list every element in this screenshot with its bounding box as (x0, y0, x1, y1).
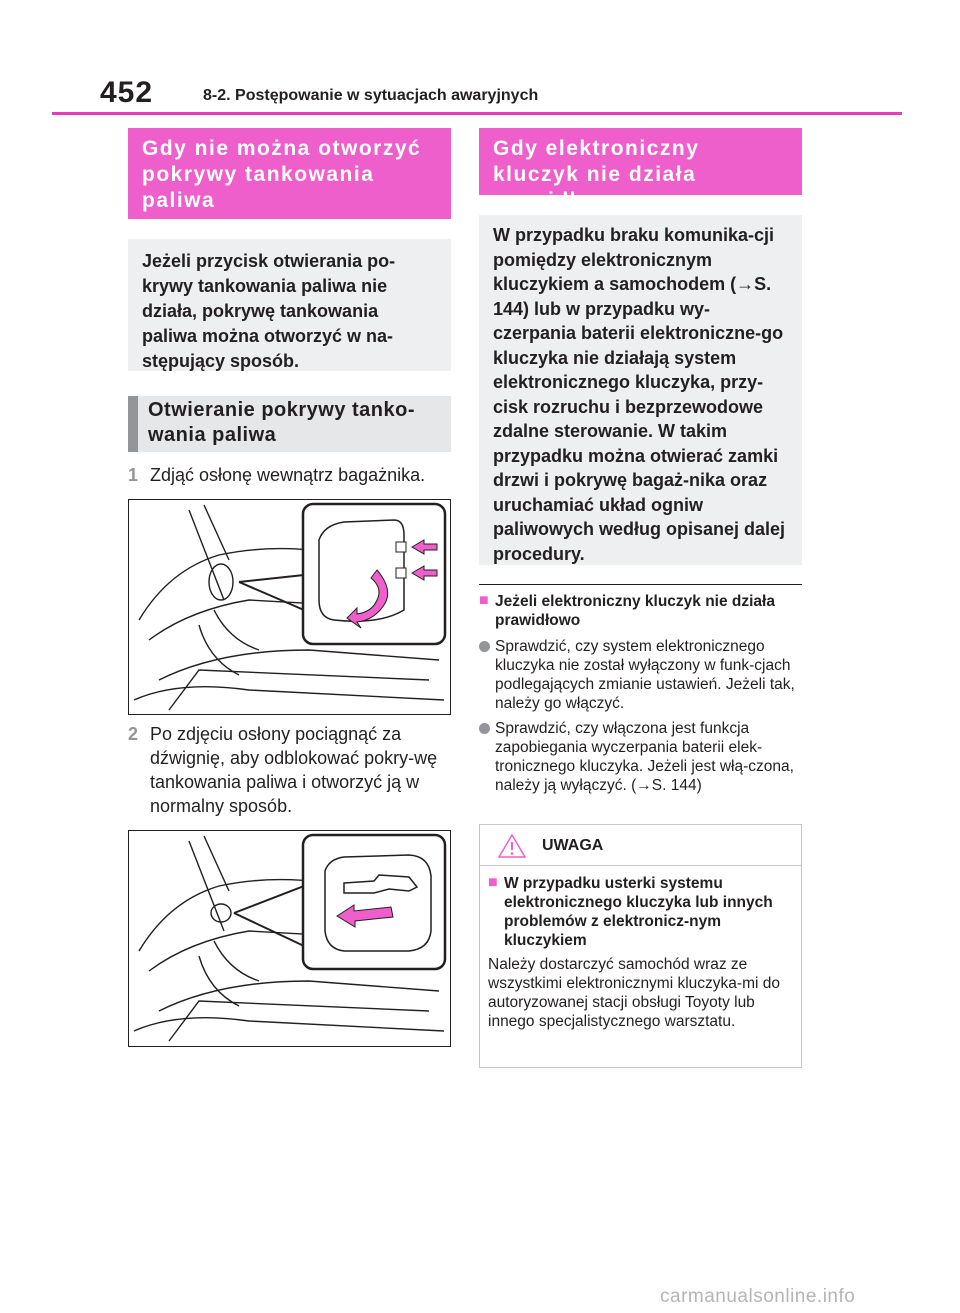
step-2 (128, 722, 458, 822)
square-bullet-icon: ■ (479, 592, 489, 609)
figure-pull-lever (128, 830, 451, 1047)
bullet-1-text: Sprawdzić, czy system elektronicznego kluczyka nie został wyłączony w funk-cjach podlegających zmianie ustawień. Jeżeli tak, należy go włączyć. (495, 638, 795, 712)
page-number: 452 (100, 76, 154, 109)
watermark: carmanualsonline.info (660, 1286, 856, 1307)
step-1 (128, 463, 458, 489)
left-intro-box: Jeżeli przycisk otwierania po-krywy tankowania paliwa nie działa, pokrywę tankowania paliwa można otworzyć w na-stępujący sposób. (128, 239, 451, 371)
right-section-title: Gdy elektroniczny kluczyk nie działa prawidłowo (479, 128, 802, 195)
step-1-text: Zdjąć osłonę wewnątrz bagażnika. (150, 465, 426, 485)
bullet-2-text: Sprawdzić, czy włączona jest funkcja zapobiegania wyczerpania baterii elek-tronicznego kluczyka. Jeżeli jest włą-czona, należy ją wyłączyć. (→S. 144) (495, 720, 794, 794)
step-2-number: 2 (128, 724, 139, 744)
circle-bullet-icon (479, 641, 490, 652)
caution-header (480, 825, 801, 866)
header-rule (52, 112, 902, 115)
circle-bullet-icon (479, 723, 490, 734)
left-subheading: Otwieranie pokrywy tanko-wania paliwa (128, 396, 451, 452)
subsection-heading: Jeżeli elektroniczny kluczyk nie działa prawidłowo (495, 593, 775, 629)
caution-heading: W przypadku usterki systemu elektronicznego kluczyka lub innych problemów z elektronicz-nym kluczykiem (504, 875, 773, 949)
subsection (479, 592, 802, 795)
figure-remove-cover (128, 499, 451, 715)
caution-text: Należy dostarczyć samochód wraz ze wszystkimi elektronicznymi kluczyka-mi do autoryzowanej stacji obsługi Toyoty lub innego specjalistycznego warsztatu. (488, 956, 780, 1030)
divider (479, 584, 802, 585)
caution-title: UWAGA (542, 837, 604, 854)
square-bullet-icon: ■ (488, 874, 498, 891)
step-2-text: Po zdjęciu osłony pociągnąć za dźwignię, aby odblokować pokry-wę tankowania paliwa i otworzyć ją w normalny sposób. (150, 724, 438, 816)
trunk-illustration-2 (129, 831, 450, 1046)
right-intro-box: W przypadku braku komunika-cji pomiędzy elektronicznym kluczykiem a samochodem (→S. 144) lub w przypadku wy-czerpania baterii elektroniczne-go kluczyka nie działają system elektronicznego kluczyka, przy-cisk rozruchu i bezprzewodowe zdalne sterowanie. W takim przypadku można otwierać zamki drzwi i pokrywę bagaż-nika oraz uruchamiać układ ogniw paliwowych według opisanej dalej procedury. (479, 215, 802, 565)
caution-box (479, 824, 802, 1068)
left-section-title: Gdy nie można otworzyć pokrywy tankowania paliwa (128, 128, 451, 219)
warning-triangle-icon (498, 834, 526, 858)
section-title: 8-2. Postępowanie w sytuacjach awaryjnych (203, 87, 539, 104)
step-1-number: 1 (128, 465, 139, 485)
trunk-illustration-1 (129, 500, 450, 714)
